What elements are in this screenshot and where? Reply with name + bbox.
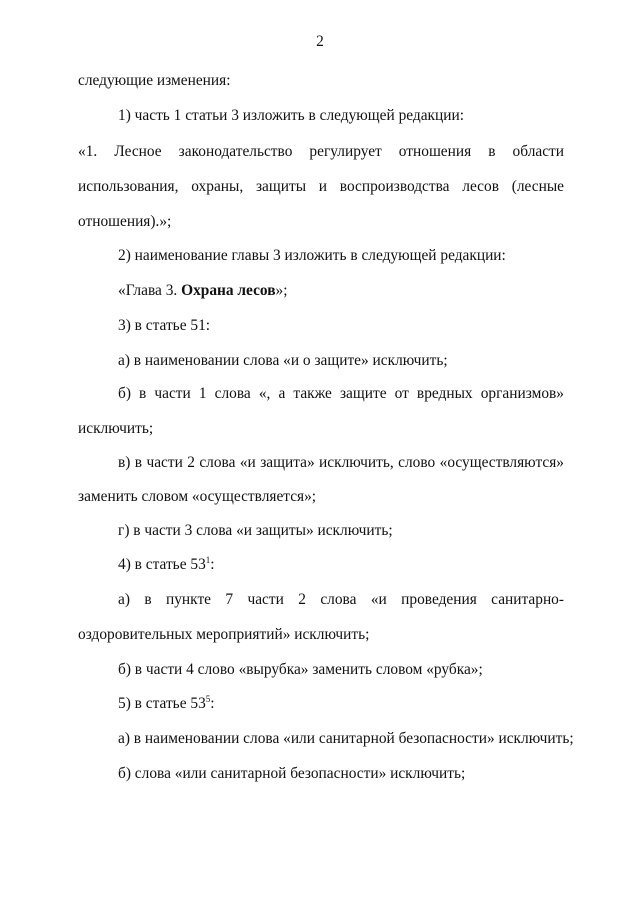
paragraph-line: а) в пункте 7 части 2 слова «и проведения санитарно- — [118, 591, 564, 608]
paragraph-line: следующие изменения: — [78, 72, 231, 89]
article-superscript: 1 — [205, 555, 211, 565]
paragraph-line: а) в наименовании слова «и о защите» исключить; — [118, 352, 448, 369]
chapter-prefix: «Глава 3. — [118, 282, 182, 299]
chapter-suffix: »; — [275, 282, 288, 299]
paragraph-line: г) в части 3 слова «и защиты» исключить; — [118, 522, 393, 539]
paragraph-line: в) в части 2 слова «и защита» исключить, слово «осуществляются» — [118, 454, 564, 471]
paragraph-line: 2) наименование главы 3 изложить в следующей редакции: — [118, 247, 506, 264]
paragraph-line: б) в части 1 слова «, а также защите от вредных организмов» — [118, 385, 564, 402]
paragraph-line: б) в части 4 слово «вырубка» заменить словом «рубка»; — [118, 661, 483, 678]
article-colon: : — [210, 556, 215, 573]
paragraph-line: «1. Лесное законодательство регулирует отношения в области — [78, 143, 564, 160]
paragraph-line: заменить словом «осуществляется»; — [78, 488, 317, 505]
paragraph-line: а) в наименовании слова «или санитарной безопасности» исключить; — [118, 730, 574, 747]
page-number: 2 — [316, 33, 324, 50]
article-superscript: 5 — [205, 694, 211, 704]
paragraph-line: 1) часть 1 статьи 3 изложить в следующей редакции: — [118, 107, 465, 124]
article-text: 4) в статье 53 — [118, 556, 206, 573]
paragraph-line: отношения).»; — [78, 213, 172, 230]
article-line — [118, 556, 215, 574]
article-line — [118, 695, 215, 713]
paragraph-line: использования, охраны, защиты и воспроизводства лесов (лесные — [78, 178, 564, 195]
article-colon: : — [210, 695, 215, 712]
chapter-heading-line — [118, 282, 288, 300]
paragraph-line: оздоровительных мероприятий» исключить; — [78, 626, 370, 643]
paragraph-line: исключить; — [78, 420, 154, 437]
article-text: 5) в статье 53 — [118, 695, 206, 712]
chapter-title: Охрана лесов — [181, 282, 276, 299]
paragraph-line: 3) в статье 51: — [118, 317, 211, 334]
paragraph-line: б) слова «или санитарной безопасности» исключить; — [118, 765, 466, 782]
